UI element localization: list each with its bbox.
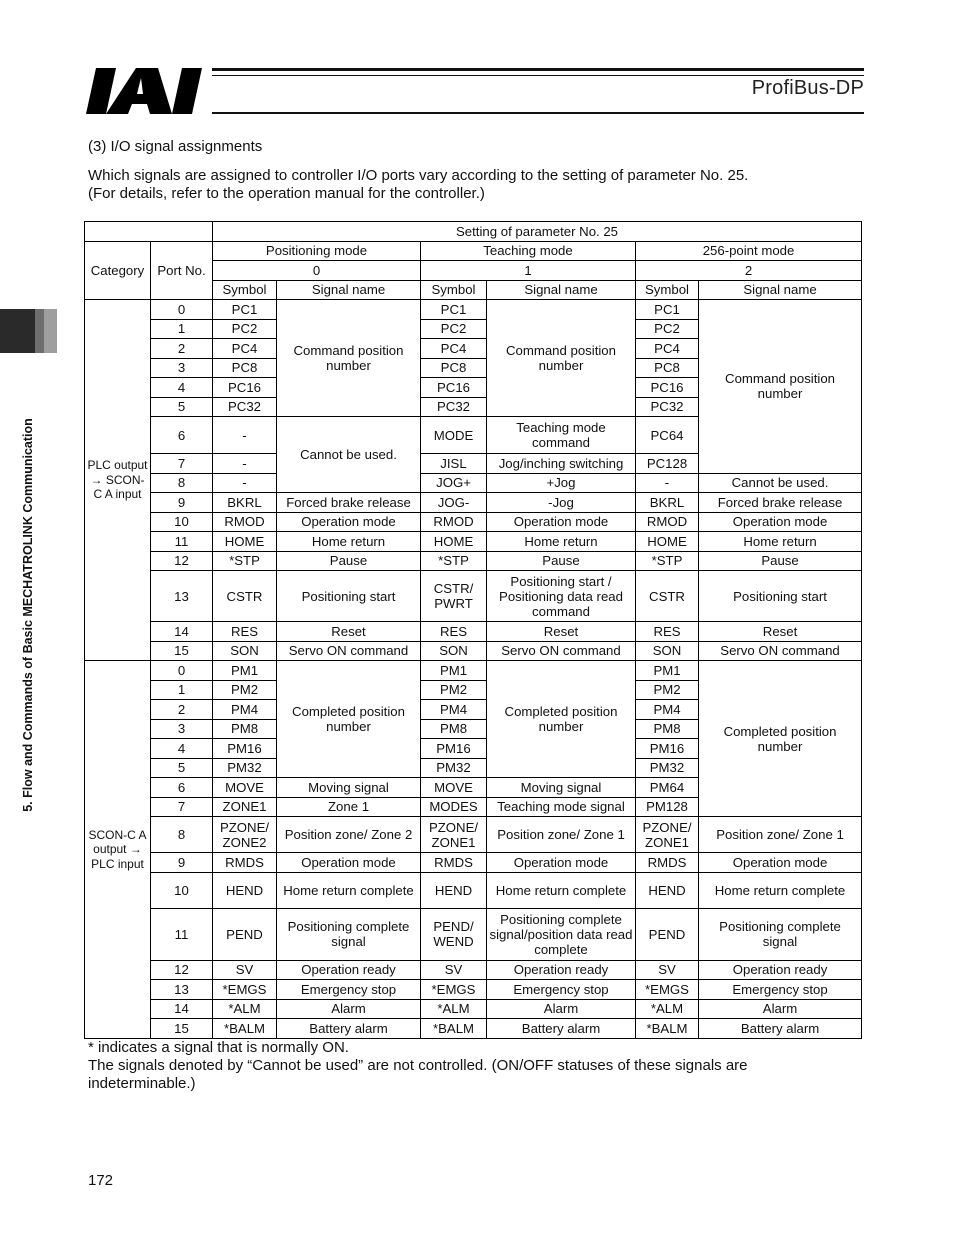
table-row [85, 222, 862, 242]
signal-cell: Pause [277, 551, 421, 571]
port-number: 10 [151, 872, 213, 908]
signal-name-header: Signal name [277, 280, 421, 300]
signal-cell: Cannot be used. [699, 473, 862, 493]
symbol-cell: PC8 [636, 358, 699, 378]
signal-cell: Home return complete [277, 872, 421, 908]
signal-cell: Operation mode [699, 853, 862, 873]
symbol-cell: *BALM [636, 1019, 699, 1039]
symbol-cell: PEND/ WEND [421, 908, 487, 960]
symbol-cell: SV [213, 960, 277, 980]
signal-cell: Operation mode [277, 512, 421, 532]
symbol-cell: PM16 [636, 739, 699, 759]
symbol-cell: CSTR/ PWRT [421, 571, 487, 622]
signal-completed-position: Completed position number [699, 661, 862, 817]
signal-cell: Battery alarm [277, 1019, 421, 1039]
symbol-cell: PEND [636, 908, 699, 960]
symbol-cell: RMOD [421, 512, 487, 532]
symbol-cell: PM32 [421, 758, 487, 778]
symbol-cell: PM2 [213, 680, 277, 700]
signal-cell: -Jog [487, 493, 636, 513]
signal-cell: Position zone/ Zone 2 [277, 817, 421, 853]
header-blank [85, 222, 213, 242]
symbol-cell: PM8 [421, 719, 487, 739]
symbol-cell: PM1 [421, 661, 487, 681]
symbol-cell: PC32 [636, 397, 699, 417]
symbol-cell: ZONE1 [213, 797, 277, 817]
port-number: 8 [151, 817, 213, 853]
port-number: 11 [151, 532, 213, 552]
symbol-cell: *ALM [636, 999, 699, 1019]
table-row [85, 817, 862, 853]
table-row [85, 872, 862, 908]
table-row [85, 532, 862, 552]
symbol-cell: CSTR [213, 571, 277, 622]
signal-cell: Position zone/ Zone 1 [487, 817, 636, 853]
symbol-cell: PC64 [636, 417, 699, 454]
symbol-cell: SON [636, 641, 699, 661]
signal-cell: Reset [277, 622, 421, 642]
port-number: 5 [151, 397, 213, 417]
category-plc-to-scon: PLC output → SCON-C A input [85, 300, 151, 661]
signal-cell: Home return [487, 532, 636, 552]
symbol-cell: PZONE/ ZONE2 [213, 817, 277, 853]
signal-cell: Jog/inching switching [487, 454, 636, 474]
symbol-cell: PC4 [636, 339, 699, 359]
signal-command-position: Command position number [277, 300, 421, 417]
symbol-cell: PC2 [213, 319, 277, 339]
symbol-header: Symbol [213, 280, 277, 300]
signal-cell: Operation mode [487, 512, 636, 532]
param-header: Setting of parameter No. 25 [213, 222, 862, 242]
signal-cell: Operation ready [699, 960, 862, 980]
table-row [85, 999, 862, 1019]
symbol-cell: BKRL [213, 493, 277, 513]
symbol-cell: HOME [213, 532, 277, 552]
signal-cell: Home return complete [487, 872, 636, 908]
mode-name-0: Positioning mode [213, 241, 421, 261]
symbol-header: Symbol [636, 280, 699, 300]
signal-completed-position: Completed position number [277, 661, 421, 778]
symbol-cell: PM32 [636, 758, 699, 778]
symbol-cell: *STP [421, 551, 487, 571]
symbol-cell: *BALM [213, 1019, 277, 1039]
symbol-cell: PC1 [213, 300, 277, 320]
intro-line-2: (For details, refer to the operation manual for the controller.) [88, 185, 485, 202]
port-number: 9 [151, 493, 213, 513]
note-cannot-be-used: The signals denoted by “Cannot be used” are not controlled. (ON/OFF statuses of these signals are indeterminable.) [88, 1057, 748, 1092]
port-number: 0 [151, 661, 213, 681]
signal-command-position: Command position number [699, 300, 862, 474]
intro-paragraph [88, 167, 748, 203]
signal-cell: +Jog [487, 473, 636, 493]
table-row [85, 853, 862, 873]
symbol-cell: PC1 [421, 300, 487, 320]
table-row [85, 473, 862, 493]
symbol-cell: MOVE [213, 778, 277, 798]
symbol-cell: PC4 [421, 339, 487, 359]
port-number: 11 [151, 908, 213, 960]
symbol-cell: SV [421, 960, 487, 980]
signal-cell: Positioning start [277, 571, 421, 622]
port-number: 12 [151, 960, 213, 980]
signal-cell: Positioning complete signal [277, 908, 421, 960]
signal-cell: Servo ON command [699, 641, 862, 661]
note-normally-on: * indicates a signal that is normally ON. [88, 1039, 349, 1056]
signal-cell: Operation ready [487, 960, 636, 980]
port-number: 1 [151, 680, 213, 700]
port-number: 14 [151, 999, 213, 1019]
symbol-cell: PM4 [421, 700, 487, 720]
signal-cell: Reset [487, 622, 636, 642]
symbol-cell: PM8 [636, 719, 699, 739]
table-row [85, 661, 862, 681]
table-notes [88, 1039, 808, 1093]
symbol-cell: PC16 [213, 378, 277, 398]
symbol-cell: PC2 [636, 319, 699, 339]
signal-command-position: Command position number [487, 300, 636, 417]
symbol-cell: HOME [421, 532, 487, 552]
symbol-cell: PM128 [636, 797, 699, 817]
symbol-header: Symbol [421, 280, 487, 300]
symbol-cell: RMDS [636, 853, 699, 873]
symbol-cell: *ALM [421, 999, 487, 1019]
symbol-cell: RMDS [213, 853, 277, 873]
symbol-cell: *STP [213, 551, 277, 571]
symbol-cell: HEND [421, 872, 487, 908]
port-number: 15 [151, 1019, 213, 1039]
symbol-cell: PM2 [421, 680, 487, 700]
symbol-cell: SON [213, 641, 277, 661]
symbol-cell: - [213, 473, 277, 493]
port-number: 13 [151, 571, 213, 622]
signal-cell: Teaching mode signal [487, 797, 636, 817]
symbol-cell: PM8 [213, 719, 277, 739]
port-number: 3 [151, 719, 213, 739]
signal-cell: Reset [699, 622, 862, 642]
signal-cell: Emergency stop [487, 980, 636, 1000]
port-number: 2 [151, 700, 213, 720]
symbol-cell: PC4 [213, 339, 277, 359]
table-row [85, 908, 862, 960]
signal-cell: Zone 1 [277, 797, 421, 817]
port-number: 1 [151, 319, 213, 339]
signal-cell: Alarm [487, 999, 636, 1019]
port-number: 6 [151, 417, 213, 454]
port-number: 4 [151, 378, 213, 398]
symbol-cell: CSTR [636, 571, 699, 622]
io-signal-table [84, 221, 862, 1039]
mode-value-1: 1 [421, 261, 636, 281]
symbol-cell: PM4 [213, 700, 277, 720]
signal-cell: Home return [277, 532, 421, 552]
table-row [85, 551, 862, 571]
signal-cell: Servo ON command [277, 641, 421, 661]
signal-cell: Alarm [699, 999, 862, 1019]
port-number: 10 [151, 512, 213, 532]
mode-value-2: 2 [636, 261, 862, 281]
symbol-cell: PC128 [636, 454, 699, 474]
port-number: 3 [151, 358, 213, 378]
table-row [85, 241, 862, 261]
symbol-cell: PC1 [636, 300, 699, 320]
symbol-cell: MOVE [421, 778, 487, 798]
symbol-cell: RMDS [421, 853, 487, 873]
symbol-cell: HEND [636, 872, 699, 908]
product-name: ProfiBus-DP [751, 77, 864, 99]
signal-cell: Teaching mode command [487, 417, 636, 454]
table-row [85, 1019, 862, 1039]
symbol-cell: PC8 [421, 358, 487, 378]
table-row [85, 493, 862, 513]
table-row [85, 641, 862, 661]
port-number: 9 [151, 853, 213, 873]
port-number: 0 [151, 300, 213, 320]
signal-cell: Forced brake release [277, 493, 421, 513]
port-number: 7 [151, 454, 213, 474]
port-number: 2 [151, 339, 213, 359]
signal-name-header: Signal name [699, 280, 862, 300]
section-title: (3) I/O signal assignments [88, 138, 263, 155]
symbol-cell: SON [421, 641, 487, 661]
symbol-cell: - [213, 454, 277, 474]
mode-value-0: 0 [213, 261, 421, 281]
table-row [85, 512, 862, 532]
signal-cell: Battery alarm [699, 1019, 862, 1039]
category-scon-to-plc: SCON-C A output → PLC input [85, 661, 151, 1039]
symbol-cell: - [213, 417, 277, 454]
mode-name-1: Teaching mode [421, 241, 636, 261]
symbol-cell: PM1 [213, 661, 277, 681]
symbol-cell: PEND [213, 908, 277, 960]
symbol-cell: PM64 [636, 778, 699, 798]
signal-cell: Home return [699, 532, 862, 552]
symbol-cell: *EMGS [213, 980, 277, 1000]
signal-cell: Pause [487, 551, 636, 571]
category-header: Category [85, 241, 151, 300]
symbol-cell: PM1 [636, 661, 699, 681]
symbol-cell: PC2 [421, 319, 487, 339]
symbol-cell: HOME [636, 532, 699, 552]
signal-cell: Moving signal [277, 778, 421, 798]
page-number: 172 [88, 1172, 114, 1189]
port-number: 8 [151, 473, 213, 493]
symbol-cell: PZONE/ ZONE1 [421, 817, 487, 853]
signal-name-header: Signal name [487, 280, 636, 300]
port-number: 4 [151, 739, 213, 759]
signal-cell: Operation mode [277, 853, 421, 873]
symbol-cell: PM4 [636, 700, 699, 720]
table-row [85, 622, 862, 642]
port-number: 5 [151, 758, 213, 778]
port-number: 12 [151, 551, 213, 571]
signal-cell: Positioning start [699, 571, 862, 622]
table-row [85, 980, 862, 1000]
symbol-cell: PC16 [636, 378, 699, 398]
signal-cell: Pause [699, 551, 862, 571]
symbol-cell: PM16 [421, 739, 487, 759]
symbol-cell: PC32 [213, 397, 277, 417]
signal-cell: Servo ON command [487, 641, 636, 661]
signal-cell: Position zone/ Zone 1 [699, 817, 862, 853]
symbol-cell: PM2 [636, 680, 699, 700]
symbol-cell: HEND [213, 872, 277, 908]
symbol-cell: *BALM [421, 1019, 487, 1039]
signal-cell: Emergency stop [277, 980, 421, 1000]
signal-cell: Positioning complete signal/position data read complete [487, 908, 636, 960]
symbol-cell: *STP [636, 551, 699, 571]
table-row [85, 300, 862, 320]
signal-cell: Home return complete [699, 872, 862, 908]
signal-cell: Forced brake release [699, 493, 862, 513]
signal-cell: Moving signal [487, 778, 636, 798]
signal-cell: Operation mode [699, 512, 862, 532]
signal-cell: Battery alarm [487, 1019, 636, 1039]
signal-cell: Operation mode [487, 853, 636, 873]
symbol-cell: SV [636, 960, 699, 980]
port-number: 14 [151, 622, 213, 642]
port-header: Port No. [151, 241, 213, 300]
port-number: 6 [151, 778, 213, 798]
symbol-cell: RES [421, 622, 487, 642]
symbol-cell: PZONE/ ZONE1 [636, 817, 699, 853]
iai-logo [86, 66, 206, 116]
symbol-cell: JOG+ [421, 473, 487, 493]
symbol-cell: *EMGS [636, 980, 699, 1000]
symbol-cell: RES [636, 622, 699, 642]
symbol-cell: BKRL [636, 493, 699, 513]
symbol-cell: MODE [421, 417, 487, 454]
port-number: 13 [151, 980, 213, 1000]
symbol-cell: PM32 [213, 758, 277, 778]
symbol-cell: *ALM [213, 999, 277, 1019]
symbol-cell: PC32 [421, 397, 487, 417]
symbol-cell: - [636, 473, 699, 493]
port-number: 15 [151, 641, 213, 661]
symbol-cell: *EMGS [421, 980, 487, 1000]
symbol-cell: JISL [421, 454, 487, 474]
symbol-cell: JOG- [421, 493, 487, 513]
signal-cannot-be-used: Cannot be used. [277, 417, 421, 493]
symbol-cell: PC8 [213, 358, 277, 378]
symbol-cell: RMOD [636, 512, 699, 532]
table-row [85, 960, 862, 980]
signal-cell: Alarm [277, 999, 421, 1019]
chapter-tab-marker [0, 309, 57, 353]
symbol-cell: RES [213, 622, 277, 642]
symbol-cell: PM16 [213, 739, 277, 759]
signal-cell: Positioning complete signal [699, 908, 862, 960]
symbol-cell: RMOD [213, 512, 277, 532]
signal-cell: Positioning start / Positioning data read command [487, 571, 636, 622]
signal-cell: Emergency stop [699, 980, 862, 1000]
symbol-cell: PC16 [421, 378, 487, 398]
symbol-cell: MODES [421, 797, 487, 817]
table-row [85, 571, 862, 622]
mode-name-2: 256-point mode [636, 241, 862, 261]
intro-line-1: Which signals are assigned to controller I/O ports vary according to the setting of parameter No. 25. [88, 167, 749, 184]
signal-completed-position: Completed position number [487, 661, 636, 778]
port-number: 7 [151, 797, 213, 817]
signal-cell: Operation ready [277, 960, 421, 980]
